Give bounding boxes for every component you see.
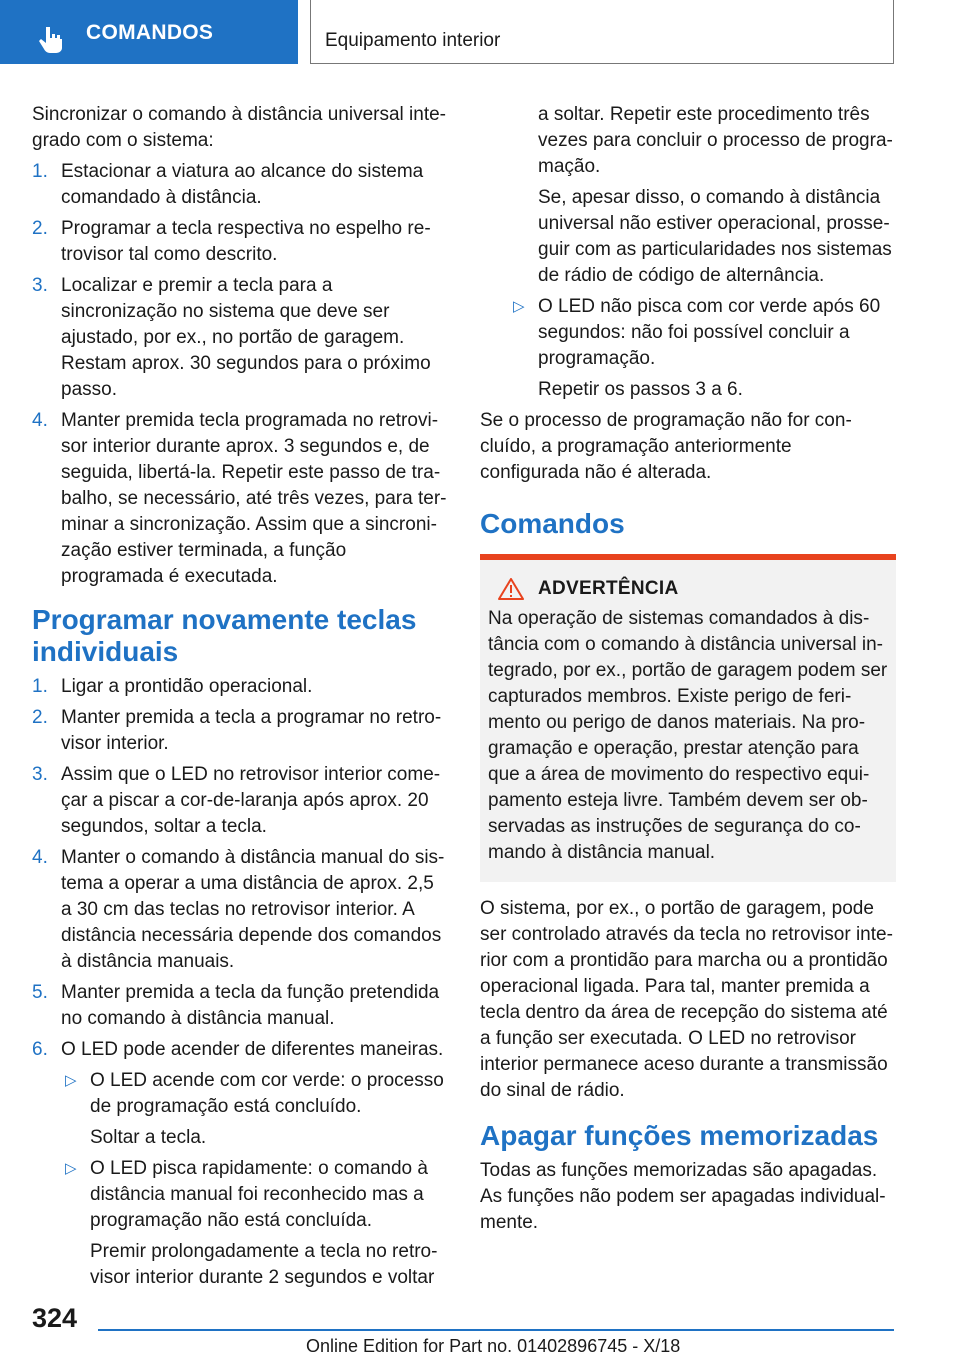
list-item xyxy=(32,216,448,268)
step-text: Assim que o LED no retrovisor interior começar a piscar a cor-de-laranja após aprox. 20 segundos, soltar a tecla. xyxy=(61,764,441,837)
list-item xyxy=(61,1156,448,1234)
step-text: Manter premida a tecla da função pretendida no comando à distância manual. xyxy=(61,982,440,1029)
header-section-box xyxy=(310,0,894,64)
intro-paragraph: Sincronizar o comando à distância universal integrado com o sistema: xyxy=(32,104,446,151)
step-text: Manter premida tecla programada no retrovisor interior durante aprox. 3 segundos e, de seguida, libertá-la. Repetir este passo de trabalho, se necessário, até três vezes, para terminar a sincronização. Assim que a sincronização estiver terminada, a função programada é executada. xyxy=(61,410,447,587)
list-item xyxy=(509,294,896,372)
warning-text: Na operação de sistemas comandados à distância com o comando à distância universal integrado, por ex., portão de garagem podem ser capturados membros. Existe perigo de ferimento ou perigo de danos materiais. Na programação e operação, prestar atenção para que a área de movimento do respectivo equipamento esteja livre. Também devem ser observadas as instruções de segurança do comando à distância manual. xyxy=(488,608,888,863)
warning-triangle-icon xyxy=(498,578,524,600)
case-note: Soltar a tecla. xyxy=(90,1127,207,1148)
header-tab-label: COMANDOS xyxy=(86,21,214,44)
case-text: O LED acende com cor verde: o processo de programação está concluído. xyxy=(90,1070,444,1117)
header-section-title: Equipamento interior xyxy=(325,30,501,51)
warning-box xyxy=(480,554,896,882)
right-column xyxy=(480,102,896,1241)
step-text: Estacionar a viatura ao alcance do sistema comandado à distância. xyxy=(61,161,424,208)
case-note: Repetir os passos 3 a 6. xyxy=(538,379,743,400)
list-item xyxy=(32,159,448,211)
paragraph: O sistema, por ex., o portão de garagem, pode ser controlado através da tecla no retrovisor interior com a prontidão para marcha ou a prontidão operacional ligada. Para tal, manter premida a tecla dentro da área de recepção do sistema até a função ser executada. O LED no retrovisor interior permanece aceso durante a transmissão do sinal de rádio. xyxy=(480,898,893,1101)
led-cases xyxy=(61,1068,448,1120)
list-item xyxy=(32,980,448,1032)
continued-note: a soltar. Repetir este procedimento três vezes para concluir o processo de programação. xyxy=(538,104,893,177)
sync-steps xyxy=(32,159,448,590)
step-number: 6. xyxy=(32,1039,48,1060)
list-item xyxy=(32,273,448,403)
step-text: Manter premida a tecla a programar no retrovisor interior. xyxy=(61,707,442,754)
hand-pointer-icon xyxy=(36,24,66,54)
paragraph: Todas as funções memorizadas são apagadas. As funções não podem ser apagadas individualmente. xyxy=(480,1160,886,1233)
triangle-bullet-icon: ▷ xyxy=(65,1072,77,1089)
triangle-bullet-icon: ▷ xyxy=(513,298,525,315)
step-text: Localizar e premir a tecla para a sincronização no sistema que deve ser ajustado, por ex., no portão de garagem. Restam aprox. 30 segundos para o próximo passo. xyxy=(61,275,431,400)
case-text: O LED pisca rapidamente: o comando à distância manual foi reconhecido mas a programação não está concluída. xyxy=(90,1158,428,1231)
list-item xyxy=(61,1068,448,1120)
led-cases xyxy=(480,294,896,372)
warning-title: ADVERTÊNCIA xyxy=(538,578,679,599)
paragraph: Se o processo de programação não for concluído, a programação anteriormente configurada não é alterada. xyxy=(480,410,852,483)
step-number: 4. xyxy=(32,410,48,431)
section-heading-delete: Apagar funções memorizadas xyxy=(480,1120,879,1151)
warning-header xyxy=(488,576,888,602)
list-item xyxy=(32,408,448,590)
list-item xyxy=(32,674,448,700)
step-text: Manter o comando à distância manual do sistema a operar a uma distância de aprox. 2,5 a 30 cm das teclas no retrovisor interior. A distância necessária depende dos comandos à distância manuais. xyxy=(61,847,445,972)
section-heading-commands: Comandos xyxy=(480,508,625,539)
left-column xyxy=(32,102,448,1296)
step-text: O LED pode acender de diferentes maneiras. xyxy=(61,1039,444,1060)
list-item xyxy=(32,762,448,840)
step-text: Ligar a prontidão operacional. xyxy=(61,676,313,697)
led-cases xyxy=(61,1156,448,1234)
case-text: O LED não pisca com cor verde após 60 segundos: não foi possível concluir a programação. xyxy=(538,296,881,369)
reprogram-steps xyxy=(32,674,448,1291)
footer-divider xyxy=(98,1329,894,1331)
step-number: 2. xyxy=(32,218,48,239)
step-text: Programar a tecla respectiva no espelho retrovisor tal como descrito. xyxy=(61,218,431,265)
case-note: Premir prolongadamente a tecla no retrovisor interior durante 2 segundos e voltar xyxy=(90,1241,438,1288)
step-number: 2. xyxy=(32,707,48,728)
step-number: 3. xyxy=(32,764,48,785)
footer-edition: Online Edition for Part no. 01402896745 - X/18 xyxy=(306,1336,681,1356)
step-number: 1. xyxy=(32,161,48,182)
continued-note: Se, apesar disso, o comando à distância universal não estiver operacional, prosseguir com as particularidades nos sistemas de rádio de código de alternância. xyxy=(538,187,892,286)
step-number: 1. xyxy=(32,676,48,697)
step-number: 4. xyxy=(32,847,48,868)
list-item xyxy=(32,845,448,975)
step-number: 3. xyxy=(32,275,48,296)
section-heading-reprogram: Programar novamente teclas individuais xyxy=(32,604,417,667)
header-tab xyxy=(0,0,298,64)
list-item xyxy=(32,705,448,757)
triangle-bullet-icon: ▷ xyxy=(65,1160,77,1177)
step-number: 5. xyxy=(32,982,48,1003)
list-item xyxy=(32,1037,448,1291)
page-number: 324 xyxy=(32,1303,78,1333)
